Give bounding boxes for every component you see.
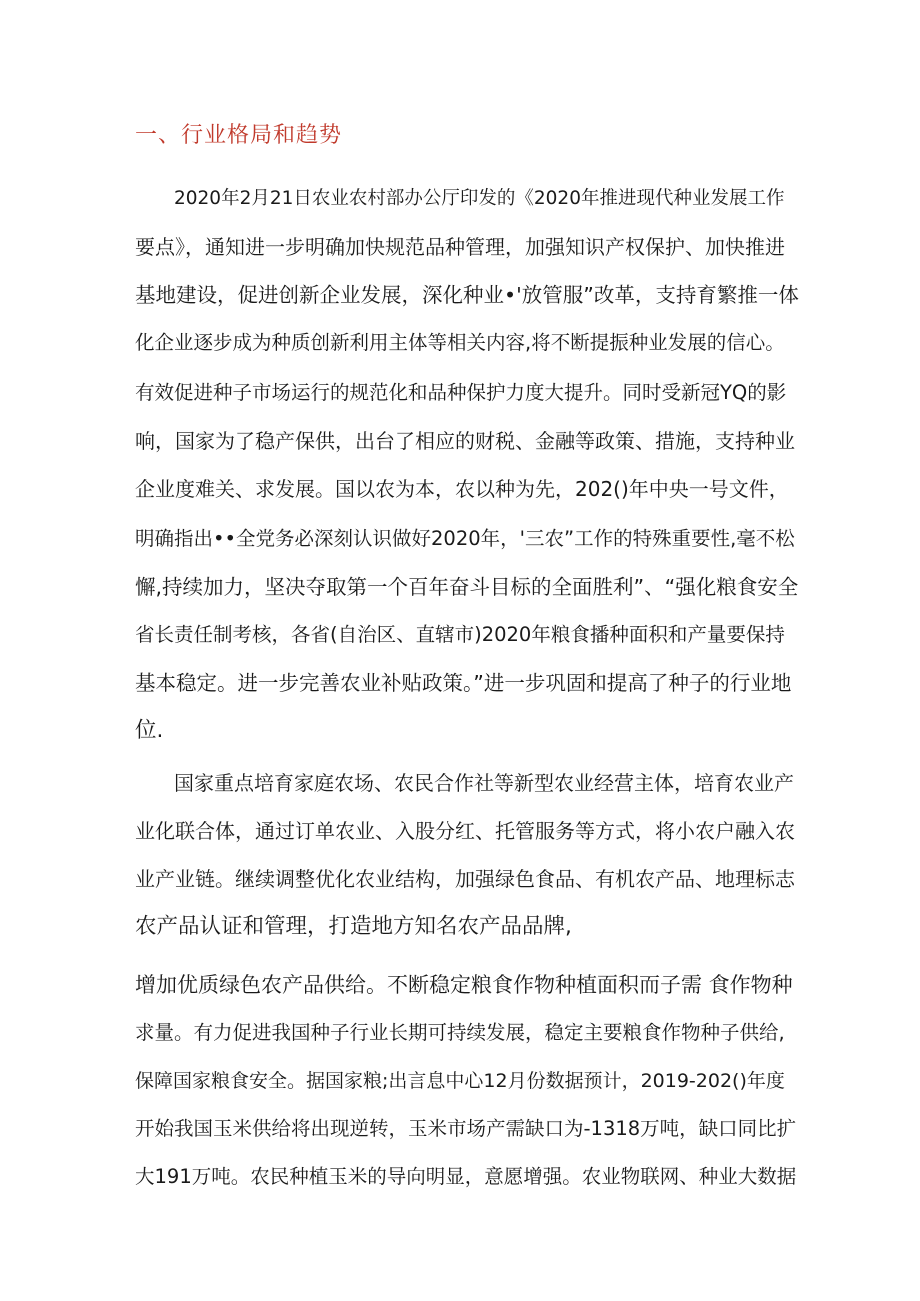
paragraph-1-line: 懈,持续加力，坚决夺取第一个百年奋斗目标的全面胜利”、“强化粮食安全 [135,575,799,599]
paragraph-1-line: 省长责任制考核，各省(自治区、直辖市)2020年粮食播种面积和产量要保持 [135,623,785,646]
paragraph-3-line: 大191万吨。农民种植玉米的导向明显，意愿增强。农业物联网、种业大数据 [135,1165,797,1188]
paragraph-2-line: 业产业链。继续调整优化农业结构，加强绿色食品、有机农产品、地理标志 [135,867,795,891]
paragraph-1-line: 化企业逐步成为种质创新利用主体等相关内容,将不断提振种业发展的信心。 [135,331,785,354]
paragraph-1-line: 企业度难关、求发展。国以农为本，农以种为先，202()年中央一号文件， [135,477,789,501]
paragraph-2-line: 国家重点培育家庭农场、农民合作社等新型农业经营主体，培育农业产 [174,771,794,795]
paragraph-3-line: 保障国家粮食安全。据国家粮;出言息中心12月份数据预计，2019-202()年度 [135,1070,785,1092]
paragraph-1-line: 基本稳定。进一步完善农业补贴政策。”进一步巩固和提高了种子的行业地 [135,671,792,695]
paragraph-3-line: 求量。有力促进我国种子行业长期可持续发展，稳定主要粮食作物种子供给, [135,1021,785,1044]
paragraph-3-line: 增加优质绿色农产品供给。不断稳定粮食作物种植面积而子需 食作物种 [135,973,793,997]
paragraph-3-line: 开始我国玉米供给将出现逆转，玉米市场产需缺口为-1318万吨，缺口同比扩 [135,1117,797,1140]
paragraph-1-line: 要点》，通知进一步明确加快规范品种管理，加强知识产权保护、加快推进 [135,235,785,259]
paragraph-2-line: 农产品认证和管理，打造地方知名农产品品牌, [135,914,572,939]
section-heading: 一、行业格局和趋势 [135,123,343,148]
paragraph-1-line: 响，国家为了稳产保供，出台了相应的财税、金融等政策、措施，支持种业 [135,429,795,453]
paragraph-1-line: 位. [135,718,164,743]
paragraph-1-line: 有效促进种子市场运行的规范化和品种保护力度大提升。同时受新冠YQ的影 [135,381,787,404]
paragraph-1-line: 明确指出••全党务必深刻认识做好2020年，'三农”工作的特殊重要性,毫不松 [135,527,795,550]
paragraph-2-line: 业化联合体，通过订单农业、入股分红、托管服务等方式，将小农户融入农 [135,819,795,843]
paragraph-1-line: 2020年2月21日农业农村部办公厅印发的《2020年推进现代种业发展工作 [174,188,785,209]
paragraph-1-line: 基地建设，促进创新企业发展，深化种业•'放管服”改革，支持育繁推一体 [135,283,799,307]
